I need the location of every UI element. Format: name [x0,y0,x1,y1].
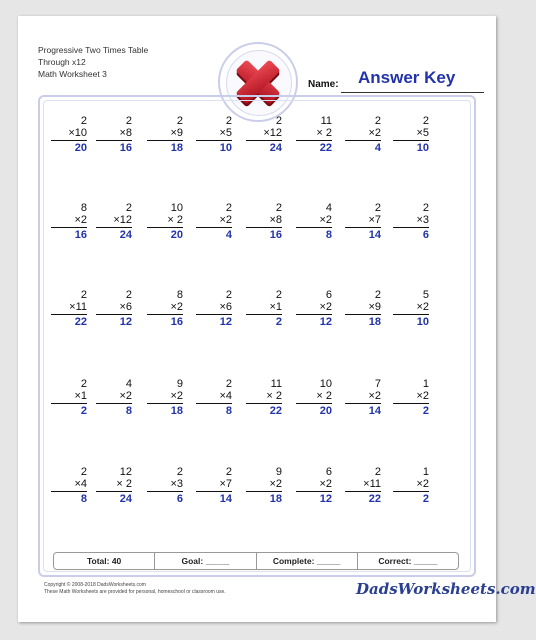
problem-top: 10 [170,202,183,214]
problem-2-4 [196,202,232,241]
problem-top: 2 [374,115,381,127]
problem-rule [296,403,332,404]
problem-answer: 14 [219,493,232,505]
problem-answer: 8 [325,229,332,241]
problem-rule [246,227,282,228]
problem-rule [147,403,183,404]
problem-2-7 [345,202,381,241]
problem-1-3 [147,115,183,154]
problem-answer: 16 [170,316,183,328]
problem-rule [51,227,87,228]
problem-rule [345,403,381,404]
goal-cell: Goal: _____ [155,553,256,569]
problem-3-2 [96,289,132,328]
problem-1-5 [246,115,282,154]
problem-5-7 [345,466,381,505]
problem-1-2 [96,115,132,154]
problem-bottom: ×2 [416,478,429,490]
problem-rule [96,491,132,492]
problem-rule [296,491,332,492]
problem-rule [393,140,429,141]
problem-4-5 [246,378,282,417]
problem-answer: 4 [374,142,381,154]
problem-answer: 18 [368,316,381,328]
problem-bottom: ×12 [263,127,282,139]
problem-bottom: × 2 [316,127,332,139]
problem-top: 2 [125,289,132,301]
problem-top: 11 [270,378,282,390]
problem-4-7 [345,378,381,417]
problem-bottom: ×1 [74,390,87,402]
problem-answer: 18 [170,405,183,417]
problem-4-6 [296,378,332,417]
problem-answer: 22 [319,142,332,154]
problem-bottom: ×2 [269,478,282,490]
problem-top: 4 [125,378,132,390]
problem-top: 2 [80,289,87,301]
problem-bottom: ×11 [69,301,87,313]
problem-bottom: ×6 [119,301,132,313]
problem-answer: 10 [416,316,429,328]
problem-bottom: ×2 [416,390,429,402]
problem-bottom: ×4 [219,390,232,402]
problem-bottom: ×11 [363,478,381,490]
brand-logo: DadsWorksheets.com [356,580,536,598]
problem-bottom: ×2 [219,214,232,226]
problem-bottom: ×3 [170,478,183,490]
problem-bottom: ×1 [269,301,282,313]
problem-top: 2 [225,378,232,390]
problem-2-5 [246,202,282,241]
problem-bottom: × 2 [116,478,132,490]
problem-answer: 2 [275,316,282,328]
problem-top: 6 [325,466,332,478]
problem-top: 4 [325,202,332,214]
problem-rule [345,491,381,492]
problem-rule [246,491,282,492]
problem-top: 8 [80,202,87,214]
problem-answer: 12 [319,316,332,328]
problem-top: 6 [325,289,332,301]
complete-cell: Complete: _____ [257,553,358,569]
problem-rule [96,314,132,315]
problem-3-3 [147,289,183,328]
problem-answer: 12 [219,316,232,328]
problem-5-8 [393,466,429,505]
problem-bottom: × 2 [266,390,282,402]
problem-rule [196,403,232,404]
problem-answer: 16 [119,142,132,154]
answer-key-text: Answer Key [358,68,456,87]
problem-top: 1 [422,466,429,478]
problem-top: 2 [80,378,87,390]
problem-rule [51,403,87,404]
problem-answer: 2 [80,405,87,417]
worksheet-page [18,16,536,622]
problem-rule [393,227,429,228]
problem-top: 2 [225,466,232,478]
problem-top: 11 [320,115,332,127]
problem-rule [147,491,183,492]
problem-top: 2 [80,115,87,127]
problem-top: 2 [422,202,429,214]
problem-top: 2 [374,202,381,214]
problem-top: 2 [275,202,282,214]
problem-top: 9 [275,466,282,478]
title-line-3: Math Worksheet 3 [38,69,107,79]
problem-answer: 8 [80,493,87,505]
problem-2-8 [393,202,429,241]
copyright-line-1: Copyright © 2008-2018 DadsWorksheets.com [44,582,146,588]
problem-rule [196,314,232,315]
problem-answer: 24 [269,142,282,154]
problem-bottom: ×9 [368,301,381,313]
problem-5-3 [147,466,183,505]
name-line [341,92,484,93]
problem-answer: 8 [125,405,132,417]
problem-answer: 16 [74,229,87,241]
problem-rule [96,227,132,228]
problem-rule [147,140,183,141]
problem-rule [196,140,232,141]
problem-2-6 [296,202,332,241]
problem-answer: 18 [170,142,183,154]
problem-bottom: ×8 [269,214,282,226]
problem-answer: 14 [368,405,381,417]
problem-top: 8 [176,289,183,301]
problem-4-3 [147,378,183,417]
problem-answer: 16 [269,229,282,241]
score-bar [53,552,459,570]
title-line-2: Through x12 [38,57,86,67]
problem-top: 2 [422,115,429,127]
copyright-line-2: These Math Worksheets are provided for personal, homeschool or classroom use. [44,589,226,595]
problem-bottom: × 2 [167,214,183,226]
problem-rule [345,314,381,315]
problem-answer: 22 [269,405,282,417]
problem-top: 2 [176,115,183,127]
problem-4-4 [196,378,232,417]
problem-top: 9 [176,378,183,390]
problem-bottom: ×5 [219,127,232,139]
problem-rule [296,140,332,141]
problem-rule [296,227,332,228]
problem-bottom: ×2 [119,390,132,402]
problem-1-6 [296,115,332,154]
problem-rule [51,314,87,315]
problem-3-4 [196,289,232,328]
problem-rule [147,314,183,315]
problem-answer: 18 [269,493,282,505]
problem-answer: 24 [119,229,132,241]
problem-rule [196,227,232,228]
problem-2-3 [147,202,183,241]
problem-1-7 [345,115,381,154]
problem-rule [246,403,282,404]
problem-1-8 [393,115,429,154]
problem-3-7 [345,289,381,328]
problem-answer: 20 [74,142,87,154]
problem-bottom: ×2 [319,214,332,226]
problem-bottom: ×2 [319,478,332,490]
problem-3-1 [51,289,87,328]
problem-answer: 10 [416,142,429,154]
correct-cell: Correct: _____ [378,556,438,566]
problem-answer: 12 [319,493,332,505]
problem-answer: 2 [422,493,429,505]
problem-top: 2 [225,115,232,127]
problem-5-1 [51,466,87,505]
problem-bottom: ×3 [416,214,429,226]
problem-rule [96,403,132,404]
problem-2-1 [51,202,87,241]
problem-bottom: ×2 [416,301,429,313]
problem-top: 12 [119,466,132,478]
problem-4-8 [393,378,429,417]
problem-rule [345,227,381,228]
problem-1-1 [51,115,87,154]
problem-rule [393,314,429,315]
problem-bottom: ×4 [74,478,87,490]
problem-rule [345,140,381,141]
problem-answer: 2 [422,405,429,417]
problem-top: 7 [374,378,381,390]
problem-bottom: ×5 [416,127,429,139]
copyright-notice [44,582,226,596]
problem-top: 10 [319,378,332,390]
problem-bottom: ×2 [170,390,183,402]
problem-top: 2 [176,466,183,478]
problem-4-1 [51,378,87,417]
problem-rule [51,491,87,492]
problem-rule [393,403,429,404]
problem-bottom: ×2 [319,301,332,313]
problem-answer: 22 [368,493,381,505]
total-cell: Total: 40 [54,553,155,569]
problem-rule [147,227,183,228]
problem-answer: 4 [225,229,232,241]
problem-2-2 [96,202,132,241]
problem-rule [96,140,132,141]
problem-3-6 [296,289,332,328]
problem-answer: 14 [368,229,381,241]
problem-rule [196,491,232,492]
problem-rule [246,140,282,141]
problem-answer: 12 [119,316,132,328]
problem-rule [51,140,87,141]
title-line-1: Progressive Two Times Table [38,45,149,55]
problem-bottom: ×7 [219,478,232,490]
problem-answer: 6 [422,229,429,241]
problem-bottom: ×10 [68,127,87,139]
problem-answer: 22 [74,316,87,328]
problem-bottom: ×2 [368,127,381,139]
problem-5-6 [296,466,332,505]
problem-top: 2 [374,289,381,301]
problem-top: 2 [275,289,282,301]
problem-bottom: ×2 [74,214,87,226]
problem-1-4 [196,115,232,154]
problem-bottom: ×7 [368,214,381,226]
problem-3-5 [246,289,282,328]
problem-answer: 20 [319,405,332,417]
name-label: Name: [308,79,339,90]
problem-top: 1 [422,378,429,390]
problem-answer: 10 [219,142,232,154]
problem-bottom: × 2 [316,390,332,402]
problem-bottom: ×9 [170,127,183,139]
problem-4-2 [96,378,132,417]
worksheet-title [38,44,148,80]
problem-top: 2 [374,466,381,478]
problem-top: 2 [225,289,232,301]
problem-bottom: ×6 [219,301,232,313]
problem-rule [296,314,332,315]
problem-top: 2 [80,466,87,478]
problem-top: 2 [125,115,132,127]
problem-answer: 8 [225,405,232,417]
problem-bottom: ×8 [119,127,132,139]
problem-bottom: ×12 [113,214,132,226]
problem-top: 5 [422,289,429,301]
problem-answer: 6 [176,493,183,505]
problem-top: 2 [125,202,132,214]
problem-5-4 [196,466,232,505]
problem-top: 2 [225,202,232,214]
problem-rule [246,314,282,315]
problem-answer: 20 [170,229,183,241]
problem-bottom: ×2 [170,301,183,313]
problem-rule [393,491,429,492]
problem-top: 2 [275,115,282,127]
problem-answer: 24 [119,493,132,505]
problem-3-8 [393,289,429,328]
problem-5-2 [96,466,132,505]
problem-5-5 [246,466,282,505]
problem-bottom: ×2 [368,390,381,402]
